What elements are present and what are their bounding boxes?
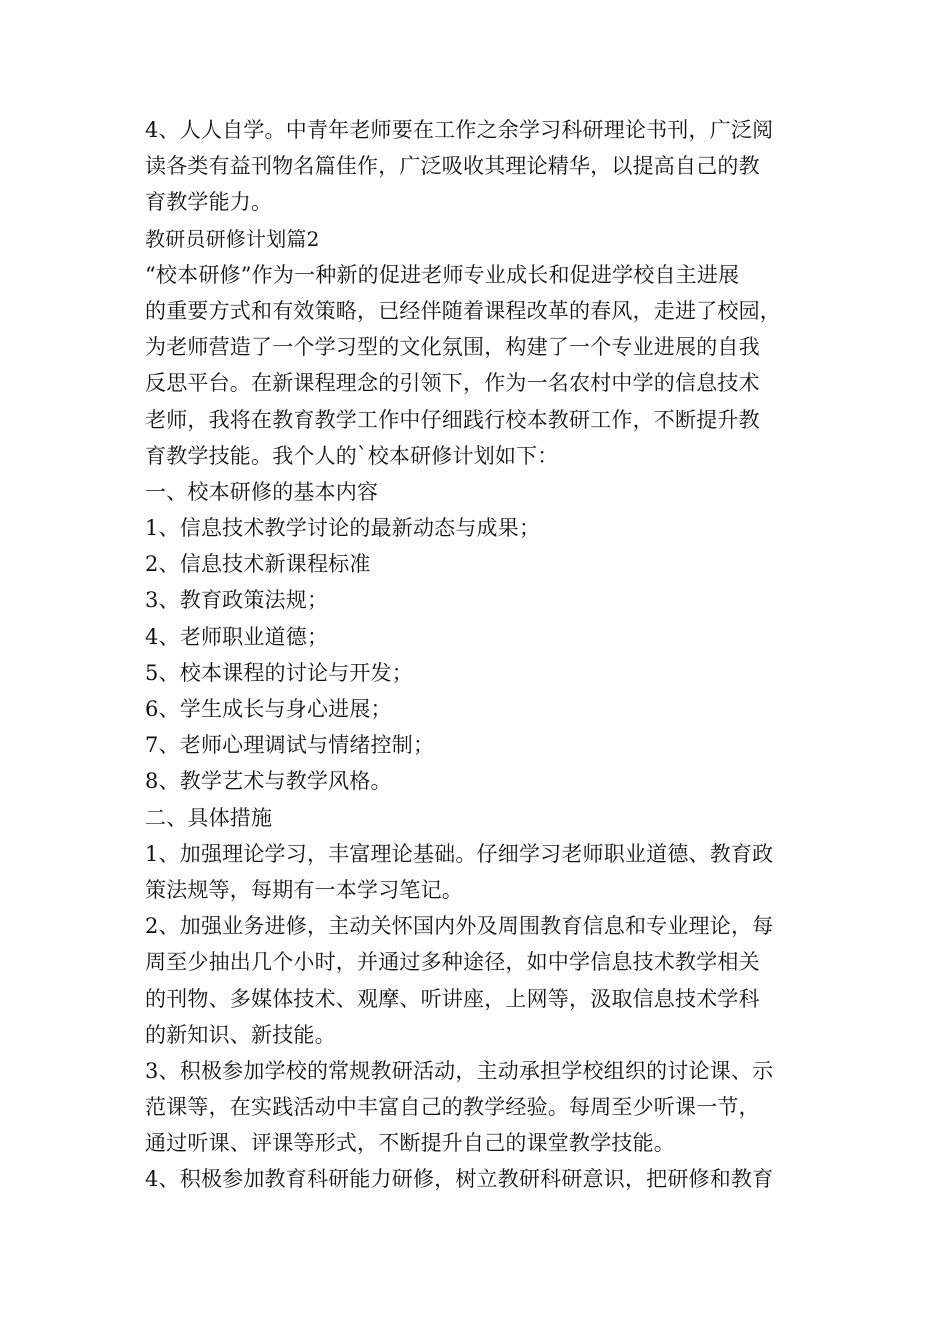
text-line: 3、积极参加学校的常规教研活动，主动承担学校组织的讨论课、示 <box>145 1058 774 1083</box>
text-line: 4、积极参加教育科研能力研修，树立教研科研意识，把研修和教育 <box>145 1167 774 1192</box>
text-line: 周至少抽出几个小时，并通过多种途径，如中学信息技术教学相关 <box>145 950 760 975</box>
list-item: 4、老师职业道德； <box>145 624 329 649</box>
text-line: 通过听课、评课等形式，不断提升自己的课堂教学技能。 <box>145 1131 675 1156</box>
section-title: 教研员研修计划篇2 <box>145 226 320 251</box>
text-line: 育教学能力。 <box>145 190 273 215</box>
list-item: 1、信息技术教学讨论的最新动态与成果； <box>145 516 541 541</box>
list-item: 7、老师心理调试与情绪控制； <box>145 733 435 758</box>
text-line: 老师，我将在教育教学工作中仔细践行校本教研工作，不断提升教 <box>145 407 760 432</box>
section-heading: 一、校本研修的基本内容 <box>145 479 379 504</box>
text-line: 1、加强理论学习，丰富理论基础。仔细学习老师职业道德、教育政 <box>145 841 774 866</box>
text-line: 育教学技能。我个人的`校本研修计划如下： <box>145 443 559 468</box>
text-line: 的重要方式和有效策略，已经伴随着课程改革的春风，走进了校园， <box>145 298 781 323</box>
list-item: 8、教学艺术与教学风格。 <box>145 769 392 794</box>
list-item: 6、学生成长与身心进展； <box>145 697 392 721</box>
text-line: 的新知识、新技能。 <box>145 1022 336 1047</box>
text-line: 的刊物、多媒体技术、观摩、听讲座，上网等，汲取信息技术学科 <box>145 986 760 1011</box>
text-line: 反思平台。在新课程理念的引领下，作为一名农村中学的信息技术 <box>145 371 760 396</box>
text-line: 为老师营造了一个学习型的文化氛围，构建了一个专业进展的自我 <box>145 335 760 360</box>
list-item: 3、教育政策法规； <box>145 588 329 613</box>
text-line: 4、人人自学。中青年老师要在工作之余学习科研理论书刊，广泛阅 <box>145 118 774 142</box>
section-heading: 二、具体措施 <box>145 805 273 830</box>
text-line: 范课等，在实践活动中丰富自己的教学经验。每周至少听课一节， <box>145 1095 760 1120</box>
text-line: 策法规等，每期有一本学习笔记。 <box>145 877 463 902</box>
list-item: 2、信息技术新课程标准 <box>145 552 371 577</box>
text-line: “校本研修”作为一种新的促进老师专业成长和促进学校自主进展 <box>145 262 740 287</box>
text-line: 读各类有益刊物名篇佳作，广泛吸收其理论精华，以提高自己的教 <box>145 154 760 179</box>
document-body <box>145 112 815 1198</box>
text-line: 2、加强业务进修，主动关怀国内外及周围教育信息和专业理论，每 <box>145 914 774 939</box>
list-item: 5、校本课程的讨论与开发； <box>145 660 413 685</box>
